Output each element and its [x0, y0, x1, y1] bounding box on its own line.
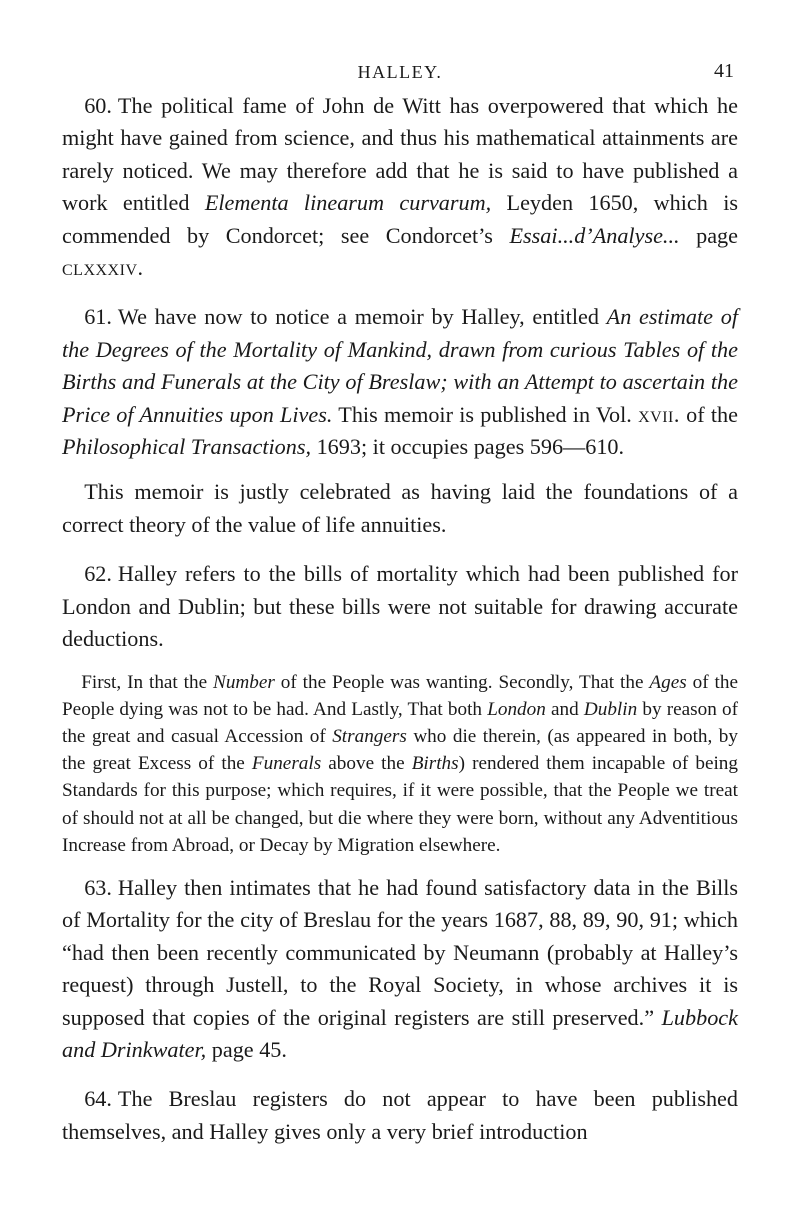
paragraph-text: This memoir is published in Vol.: [332, 401, 639, 427]
paragraph-text: page: [679, 222, 739, 248]
quote-text: by reason of the great and casual Accession of: [62, 698, 738, 747]
page-reference: clxxxiv.: [62, 255, 144, 281]
memoir-title: An estimate of the Degrees of the Mortality of Mankind, drawn from curious Tables of the Births and Funerals at the City of Breslaw; with an Attempt to ascertain the Price of Annuities upon Lives.: [62, 304, 738, 427]
paragraph-number: 63.: [84, 874, 112, 900]
quote-emphasis: Ages: [649, 671, 687, 693]
quote-emphasis: London: [487, 698, 546, 720]
paragraph-text: We have now to notice a memoir by Halley, entitled: [117, 304, 607, 330]
paragraph-62: [62, 558, 738, 655]
paragraph-text: Halley then intimates that he had found satisfactory data in the Bills of Mortality for the city of Breslau for the years 1687, 88, 89, 90, 91; which “had then been recently communicated by Neumann (probably at Halley’s request) through Justell, to the Royal Society, in whose archives it is supposed that copies of the original registers are still preserved.”: [62, 874, 738, 1030]
quote-emphasis: Strangers: [332, 725, 407, 747]
source-reference: Lubbock and Drinkwater,: [62, 1004, 738, 1062]
paragraph-text: of the: [679, 401, 738, 427]
quote-emphasis: Births: [411, 753, 459, 775]
volume-number: xvii.: [638, 401, 680, 427]
quote-text: of the People dying was not to be had. And Lastly, That both: [62, 671, 738, 720]
paragraph-text: Halley refers to the bills of mortality which had been published for London and Dublin; but these bills were not suitable for drawing accurate deductions.: [62, 561, 738, 652]
paragraph-61: [62, 301, 738, 463]
quote-emphasis: Number: [213, 671, 275, 693]
paragraph-60: [62, 90, 738, 284]
book-page: [62, 0, 738, 1227]
journal-title: Philosophical Transactions,: [62, 434, 312, 460]
paragraph-text: The Breslau registers do not appear to have been published themselves, and Halley gives only a very brief introduction: [62, 1086, 738, 1144]
quote-emphasis: Dublin: [583, 698, 638, 720]
quote-text: of the People was wanting. Secondly, That the: [274, 671, 650, 693]
paragraph-64: [62, 1083, 738, 1148]
paragraph-number: 61.: [84, 304, 112, 330]
paragraph-text: page 45.: [206, 1036, 287, 1062]
quote-text: ) rendered them incapable of being Standards for this purpose; which requires, if it were possible, that the People we treat of should not at all be changed, but die where they were born, without any Adventitious Increase from Abroad, or Decay by Migration elsewhere.: [62, 753, 738, 856]
paragraph-63: [62, 872, 738, 1066]
quote-emphasis: Funerals: [251, 753, 322, 775]
paragraph-number: 62.: [84, 561, 112, 587]
block-quote: [62, 669, 738, 859]
running-head: [62, 0, 738, 90]
quote-text: above the: [321, 753, 412, 775]
paragraph-text: This memoir is justly celebrated as having laid the foundations of a correct theory of the value of life annuities.: [62, 479, 738, 537]
paragraph-text: Leyden 1650, which is commended by Condorcet; see Condorcet’s: [62, 190, 738, 248]
work-title: Elementa linearum curvarum,: [204, 190, 492, 216]
page-number: 41: [714, 60, 734, 82]
paragraph-number: 64.: [84, 1086, 112, 1112]
paragraph-text: 1693; it occupies pages 596—610.: [311, 434, 625, 460]
paragraph-text: The political fame of John de Witt has overpowered that which he might have gained from science, and thus his mathematical attainments are rarely noticed. We may therefore add that he is said to have published a work entitled: [62, 93, 738, 216]
paragraph-number: 60.: [84, 93, 112, 118]
quote-text: who die therein, (as appeared in both, by the great Excess of the: [62, 725, 738, 775]
paragraph-61-continued: [62, 476, 738, 541]
running-title: HALLEY.: [357, 62, 443, 82]
work-reference: Essai...d’Analyse...: [509, 222, 680, 248]
quote-text: and: [545, 698, 584, 720]
quote-text: First, In that the: [81, 671, 214, 693]
